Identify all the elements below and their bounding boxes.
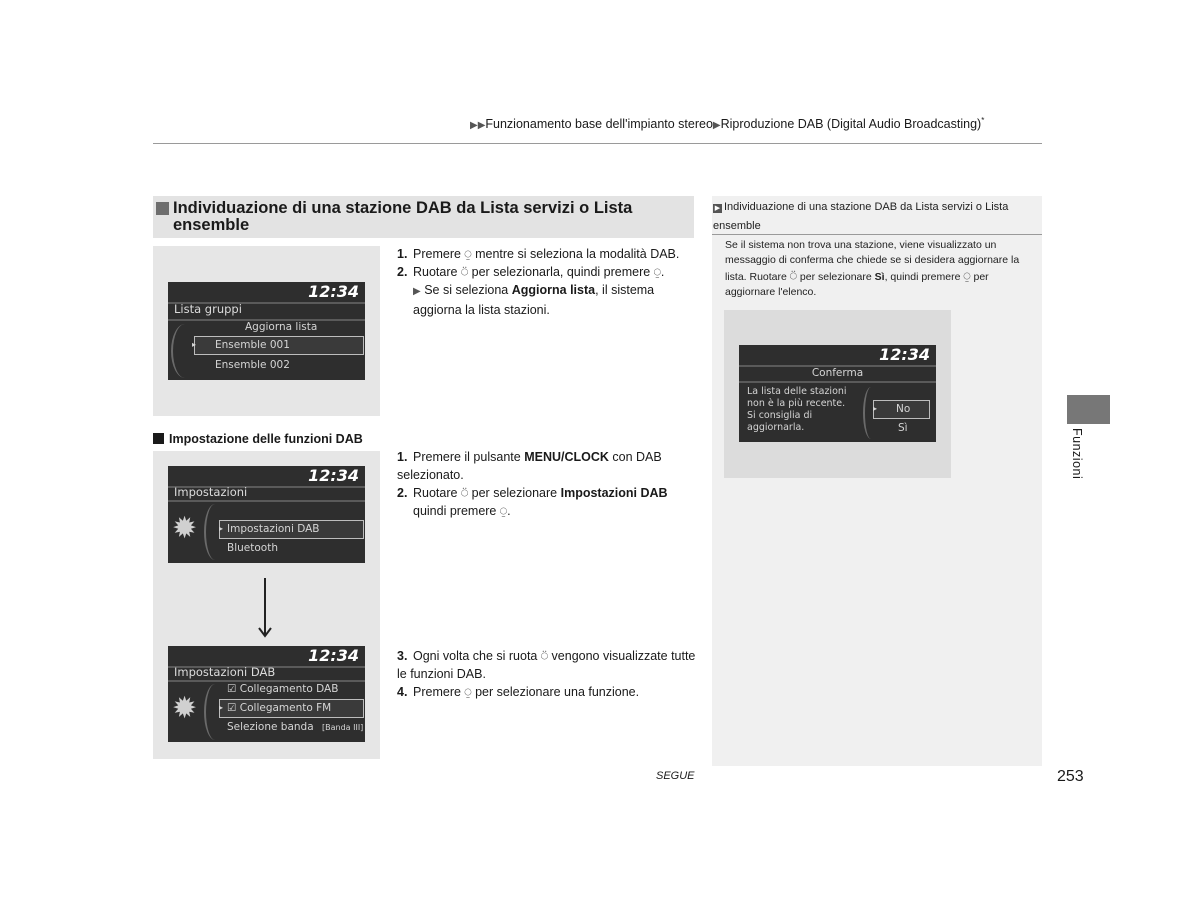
screen4-clock: 12:34 <box>879 345 930 364</box>
screen1-display <box>168 282 365 380</box>
triangle-icon: ▶ <box>712 120 721 132</box>
header-divider <box>153 143 1042 144</box>
reference-icon: ▶ <box>714 205 721 212</box>
triangle-icon: ▶ <box>413 286 421 297</box>
screen1-clock: 12:34 <box>308 282 359 301</box>
screen3-display <box>168 646 365 742</box>
screen3-item-collegamento-fm: ☑ Collegamento FM <box>227 702 332 714</box>
press-knob-icon: ⍜ <box>464 685 472 699</box>
chapter-tab <box>1067 395 1110 424</box>
sidebar-divider <box>712 234 1042 235</box>
step-4: 4. Premere ⍜ per selezionare una funzione. <box>397 685 640 699</box>
screen4-option-si: Sì <box>898 422 908 434</box>
screen2-display <box>168 466 365 563</box>
chapter-tab-label: Funzioni <box>1070 428 1084 480</box>
screen4-message: La lista delle stazioni non è la più recente. Si consiglia di aggiornarla. <box>747 386 847 433</box>
section-title: Individuazione di una stazione DAB da Lista servizi o Lista ensemble <box>173 199 633 234</box>
breadcrumb-part2: Riproduzione DAB (Digital Audio Broadcasting) <box>720 117 982 132</box>
press-knob-icon: ⍜ <box>464 247 472 261</box>
rotate-knob-icon: ⍥ <box>460 486 469 500</box>
breadcrumb-part1: Funzionamento base dell'impianto stereo <box>485 117 713 132</box>
subsection-square-icon <box>153 433 164 444</box>
step-2a: 2. Ruotare ⍥ per selezionarla, quindi premere ⍜. <box>397 265 665 279</box>
rotate-knob-icon: ⍥ <box>789 268 797 283</box>
gear-icon: ✹ <box>172 691 198 726</box>
screen3-header: Impostazioni DAB <box>174 665 276 679</box>
screen2-divider2 <box>168 500 365 502</box>
selector-arrow-icon: ▸ <box>219 524 224 533</box>
checkbox-checked-icon: ☑ <box>227 702 237 714</box>
step-2a-note: ▶ Se si seleziona Aggiorna lista, il sistema aggiorna la lista stazioni. <box>413 283 655 317</box>
screen4-header: Conferma <box>811 367 864 379</box>
screen1-item-aggiorna: Aggiorna lista <box>245 321 318 333</box>
screen1-item-ensemble001: Ensemble 001 <box>215 339 290 351</box>
screen4-display <box>739 345 936 442</box>
sidebar-text: Se il sistema non trova una stazione, viene visualizzato un messaggio di conferma che chiede se si desidera aggiornare la lista. Ruotare ⍥ per selezionare Sì, quindi premere ⍜ per aggiornare l'elenco. <box>725 239 1020 298</box>
sidebar-title: ▶ Individuazione di una stazione DAB da Lista servizi o Lista ensemble <box>713 201 1009 232</box>
screen3-item-collegamento-dab: ☑ Collegamento DAB <box>227 683 339 695</box>
screen3-clock: 12:34 <box>308 646 359 665</box>
press-knob-icon: ⍜ <box>963 268 971 283</box>
screen4-option-no: No <box>896 403 911 415</box>
screen1-header: Lista gruppi <box>174 302 242 316</box>
step-1a: 1. Premere ⍜ mentre si seleziona la modalità DAB. <box>397 247 680 261</box>
section-title-bar <box>153 196 694 238</box>
step-2b: 2. Ruotare ⍥ per selezionare Impostazioni DAB quindi premere ⍜. <box>397 486 668 518</box>
breadcrumb <box>470 116 984 131</box>
section-square-icon <box>156 202 169 215</box>
screen2-header: Impostazioni <box>174 485 248 499</box>
screen2-item-impostazioni-dab: Impostazioni DAB <box>227 523 320 535</box>
page-number: 253 <box>1057 768 1084 785</box>
screen4-divider2 <box>739 381 936 383</box>
screen1-item-ensemble002: Ensemble 002 <box>215 359 290 371</box>
gear-icon: ✹ <box>172 511 198 546</box>
selector-arrow-icon: ▸ <box>873 404 878 413</box>
screen3-divider2 <box>168 680 365 682</box>
checkbox-checked-icon: ☑ <box>227 683 237 695</box>
press-knob-icon: ⍜ <box>653 265 661 279</box>
step-1b: 1. Premere il pulsante MENU/CLOCK con DAB selezionato. <box>397 450 662 482</box>
rotate-knob-icon: ⍥ <box>460 265 469 279</box>
double-triangle-icon: ▶▶ <box>470 120 486 132</box>
press-knob-icon: ⍜ <box>499 504 508 518</box>
selector-arrow-icon: ▸ <box>192 340 197 349</box>
screen2-item-bluetooth: Bluetooth <box>227 542 278 554</box>
screen2-clock: 12:34 <box>308 466 359 485</box>
subsection-title: Impostazione delle funzioni DAB <box>153 432 363 446</box>
screen3-item-selezione-banda: Selezione banda <box>227 721 314 733</box>
rotate-knob-icon: ⍥ <box>540 649 549 663</box>
screen3-band-badge: [Banda III] <box>322 723 364 732</box>
selector-arrow-icon: ▸ <box>219 703 224 712</box>
step-3: 3. Ogni volta che si ruota ⍥ vengono visualizzate tutte le funzioni DAB. <box>397 649 696 681</box>
down-arrow-icon <box>258 578 272 638</box>
continued-label: SEGUE <box>656 770 695 782</box>
asterisk: * <box>981 116 985 125</box>
